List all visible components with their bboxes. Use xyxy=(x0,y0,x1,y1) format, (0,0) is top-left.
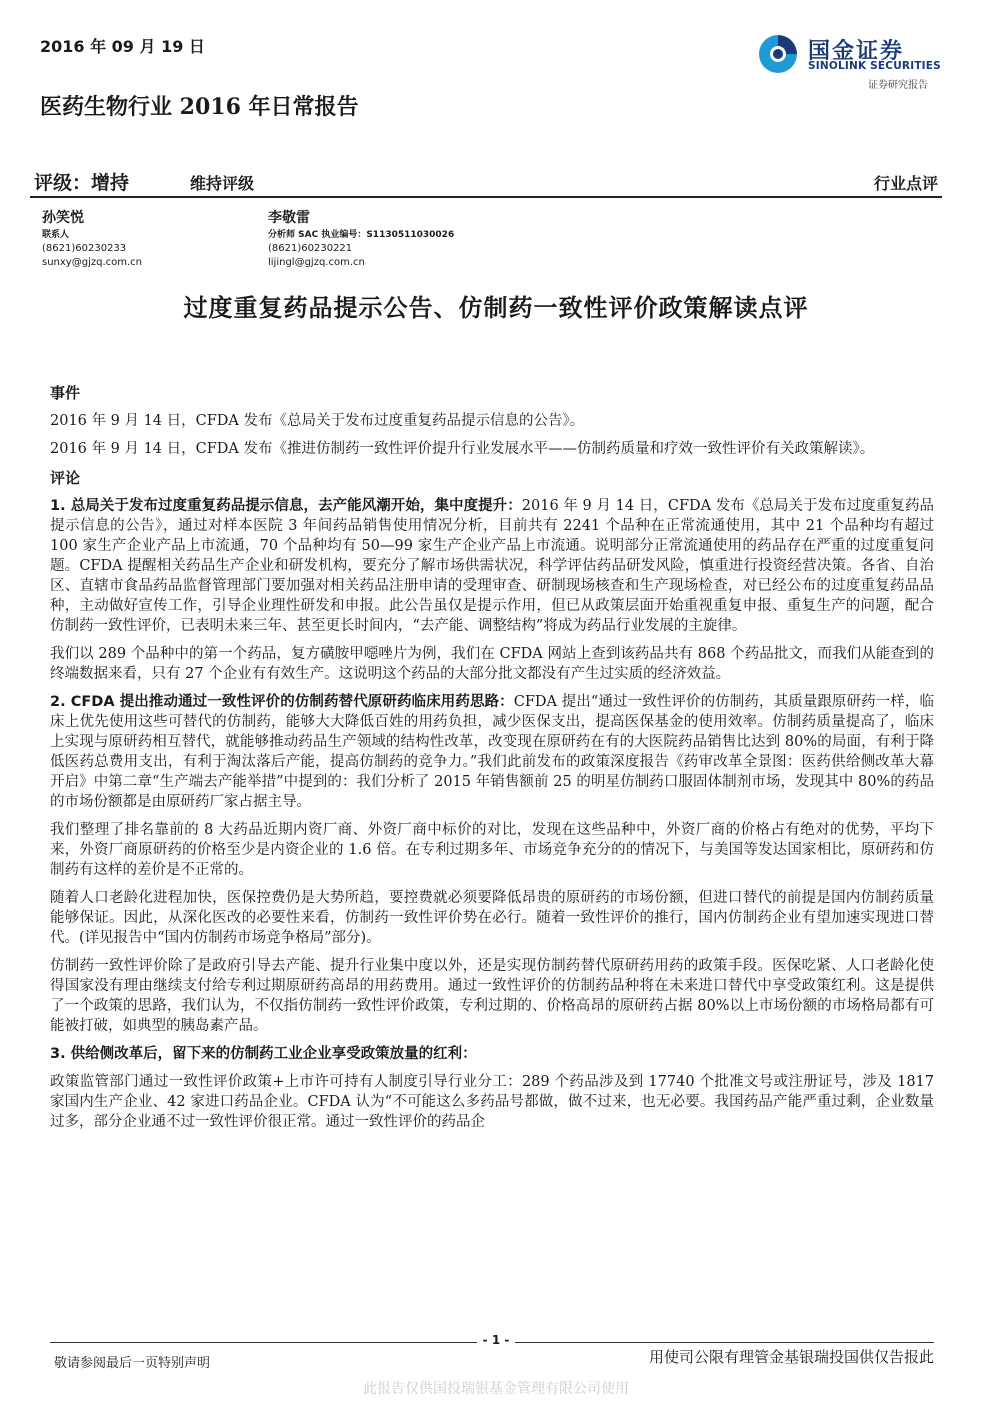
page-number: - 1 - xyxy=(0,1333,992,1347)
analyst-phone: (8621)60230233 xyxy=(42,243,127,254)
maintain-rating-label: 维持评级 xyxy=(190,174,255,193)
event-paragraph: 2016 年 9 月 14 日，CFDA 发布《总局关于发布过度重复药品提示信息的公告》。 xyxy=(50,413,585,429)
analyst-name: 孙笑悦 xyxy=(42,210,84,226)
comment-paragraph: 1. 总局关于发布过度重复药品提示信息，去产能风潮开始，集中度提升：2016 年 9 月 14 日，CFDA 发布《总局关于发布过度重复药品提示信息的公告》，通过对样本医院 3 年间药品销售使用情况分析，目前共有 2241 个品种在正常流通使用，其中 21 个品种均有超过 100 家生产企业产品上市流通，70 个品种均有 50—99 家生产企业产品上市流通。说明部分正常流通使用的药品存在严重的过度重复问题。CFDA 提醒相关药品生产企业和研发机构，要充分了解市场供需状况，科学评估药品研发风险，慎重进行投资经营决策。各省、自治区、直辖市食品药品监督管理部门要加强对相关药品注册申请的受理审查、研制现场核查和生产现场检查，对已经公布的过度重复药品品种，主动做好宣传工作，引导企业理性研发和申报。此公告虽仅是提示作用，但已从政策层面开始重视重复申报、重复生产的问题，配合仿制药一致性评价，已表明未来三年、甚至更长时间内，“去产能、调整结构”将成为药品行业发展的主旋律。 xyxy=(50,498,934,634)
analyst-card xyxy=(42,208,142,270)
comment-paragraph xyxy=(50,1044,934,1064)
rating-label: 评级：增持 xyxy=(34,172,130,194)
logo-chinese-name: 国金证券 xyxy=(808,39,905,64)
section-heading-event: 事件 xyxy=(50,384,81,402)
paragraph-lead: 1. 总局关于发布过度重复药品提示信息，去产能风潮开始，集中度提升： xyxy=(50,498,522,514)
comment-paragraph: 随着人口老龄化进程加快，医保控费仍是大势所趋，要控费就必须要降低昂贵的原研药的市场份额，但进口替代的前提是国内仿制药质量能够保证。因此，从深化医改的必要性来看，仿制药一致性评价势在必行。随着一致性评价的推行，国内仿制药企业有望加速实现进口替代。(详见报告中“国内仿制药市场竞争格局”部分)。 xyxy=(50,890,934,946)
analyst-role: 分析师 SAC 执业编号：S1130511030026 xyxy=(268,230,455,240)
report-body xyxy=(50,382,934,1140)
paragraph-lead: 2. CFDA 提出推动通过一致性评价的仿制药替代原研药临床用药思路： xyxy=(50,694,514,710)
logo-subtitle: 证券研究报告 xyxy=(868,80,928,91)
event-paragraph: 2016 年 9 月 14 日，CFDA 发布《推进仿制药一致性评价提升行业发展水平——仿制药质量和疗效一致性评价有关政策解读》。 xyxy=(50,441,875,457)
report-date: 2016 年 09 月 19 日 xyxy=(40,37,205,56)
comment-paragraph: 2. CFDA 提出推动通过一致性评价的仿制药替代原研药临床用药思路：CFDA 提出“通过一致性评价的仿制药，其质量跟原研药一样，临床上优先使用这些可替代的仿制药，能够大大降低百姓的用药负担，减少医保支出，提高医保基金的使用效率。仿制药质量提高了，临床上实现与原研药相互替代，就能够推动药品生产领域的结构性改革，改变现在原研药在有的大医院药品销售比达到 80%的局面，有利于降低医药总费用支出，有利于淘汰落后产能，提高仿制药的竞争力。”我们此前发布的政策深度报告《药审改革全景图：医药供给侧改革大幕开启》中第二章“生产端去产能举措”中提到的：我们分析了 2015 年销售额前 25 的明星仿制药口服固体制剂市场，发现其中 80%的药品的市场份额都是由原研药厂家占据主导。 xyxy=(50,694,934,810)
analyst-role: 联系人 xyxy=(42,230,70,240)
comment-paragraph: 仿制药一致性评价除了是政府引导去产能、提升行业集中度以外，还是实现仿制药替代原研药用药的政策手段。医保吃紧、人口老龄化使得国家没有理由继续支付给专利过期原研药高昂的用药费用。通过一致性评价的仿制药品种将在未来进口替代中享受政策红利。这是提供了一个政策的思路，我们认为，不仅指仿制药一致性评价政策，专利过期的、价格高昂的原研药占据 80%以上市场份额的市场格局都有可能被打破，如典型的胰岛素产品。 xyxy=(50,958,934,1034)
sinolink-logo-icon xyxy=(756,32,800,76)
rating-bar xyxy=(30,168,942,198)
sinolink-logo xyxy=(756,32,948,92)
paragraph-lead: 3. 供给侧改革后，留下来的仿制药工业企业享受政策放量的红利： xyxy=(50,1046,477,1062)
report-type-label: 行业点评 xyxy=(873,174,938,193)
watermark: 此报告仅供国投瑞银基金管理有限公司使用 xyxy=(363,1381,629,1397)
report-series-title: 医药生物行业 2016 年日常报告 xyxy=(40,94,359,120)
analyst-email[interactable]: sunxy@gjzq.com.cn xyxy=(42,257,142,268)
comment-paragraph: 我们以 289 个品种中的第一个药品，复方磺胺甲噁唑片为例，我们在 CFDA 网站上查到该药品共有 868 个药品批文，而我们从能查到的终端数据来看，只有 27 个企业有有效生产。这说明这个药品的大部分批文都没有产生过实质的经济效益。 xyxy=(50,646,934,682)
section-heading-comment: 评论 xyxy=(50,469,81,487)
analyst-name: 李敬雷 xyxy=(268,210,310,226)
comment-paragraph: 政策监管部门通过一致性评价政策+上市许可持有人制度引导行业分工：289 个药品涉及到 17740 个批准文号或注册证号，涉及 1817 家国内生产企业、42 家进口药品企业。CFDA 认为“不可能这么多药品号都做，做不过来，也无必要。我国药品产能严重过剩，企业数量过多，部分企业通不过一致性评价很正常。通过一致性评价的药品企 xyxy=(50,1074,934,1130)
comment-paragraph: 我们整理了排名靠前的 8 大药品近期内资厂商、外资厂商中标价的对比，发现在这些品种中，外资厂商的价格占有绝对的优势，平均下来，外资厂商原研药的价格至少是内资企业的 1.6 倍。在专利过期多年、市场竞争充分的的情况下，与美国等发达国家相比，原研药和仿制药有这样的差价是不正常的。 xyxy=(50,822,934,878)
footer-disclaimer: 敬请参阅最后一页特别声明 xyxy=(54,1356,211,1371)
analyst-phone: (8621)60230221 xyxy=(268,243,353,254)
main-title: 过度重复药品提示公告、仿制药一致性评价政策解读点评 xyxy=(183,293,809,322)
footer-usage-note: 用使司公限有理管金基银瑞投国供仅告报此 xyxy=(648,1348,934,1366)
analyst-email[interactable]: lijingl@gjzq.com.cn xyxy=(268,257,365,268)
analyst-card xyxy=(268,208,454,270)
logo-english-name: SINOLINK SECURITIES xyxy=(808,60,941,72)
